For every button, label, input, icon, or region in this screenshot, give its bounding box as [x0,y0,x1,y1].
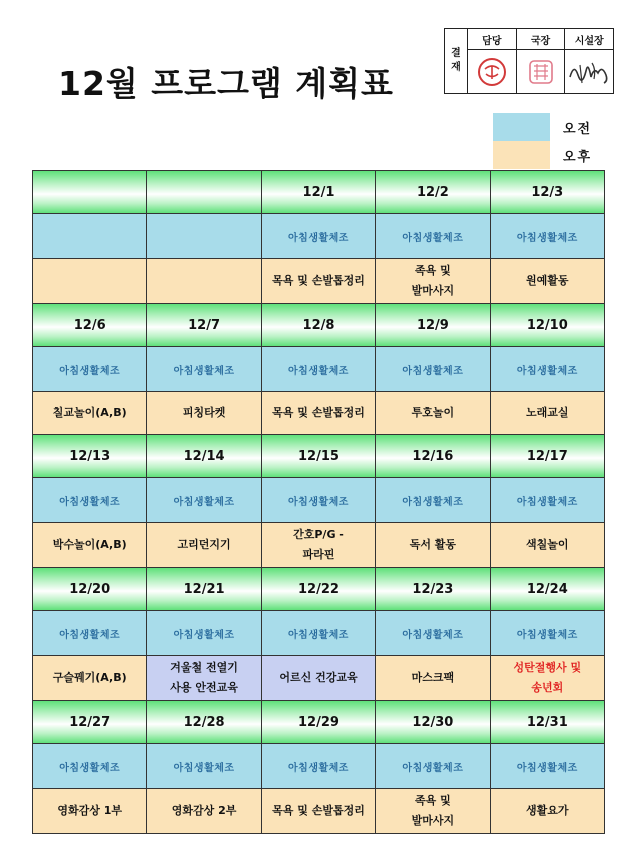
date-cell: 12/22 [262,568,376,611]
date-cell: 12/28 [147,701,261,744]
am-program-cell: 아침생활체조 [147,478,261,523]
pm-program-cell: 색칠놀이 [491,523,605,568]
date-cell: 12/29 [262,701,376,744]
approval-stamp-staff [468,50,516,93]
legend [493,113,592,169]
pm-program-cell: 목욕 및 손발톱정리 [262,392,376,435]
date-cell: 12/20 [33,568,147,611]
am-program-cell: 아침생활체조 [376,214,490,259]
pm-program-cell: 피칭타켓 [147,392,261,435]
pm-program-cell: 족욕 및 발마사지 [376,789,490,834]
date-cell: 12/13 [33,435,147,478]
pm-program-cell: 간호P/G - 파라핀 [262,523,376,568]
am-program-cell: 아침생활체조 [376,478,490,523]
pm-program-cell [147,259,261,304]
date-cell: 12/1 [262,171,376,214]
pm-program-cell: 원예활동 [491,259,605,304]
date-cell: 12/14 [147,435,261,478]
date-cell: 12/2 [376,171,490,214]
legend-pm [493,141,592,169]
schedule-table [32,170,605,834]
date-cell: 12/15 [262,435,376,478]
pm-program-cell: 영화감상 1부 [33,789,147,834]
approval-column-director [517,29,566,93]
date-cell: 12/8 [262,304,376,347]
pm-program-cell: 마스크팩 [376,656,490,701]
am-program-cell: 아침생활체조 [33,611,147,656]
legend-am-label: 오전 [563,121,593,137]
legend-pm-label: 오후 [563,149,593,165]
approval-signature-head [565,50,613,93]
date-cell: 12/31 [491,701,605,744]
date-cell: 12/21 [147,568,261,611]
approval-header-head: 시설장 [565,29,613,50]
pm-program-cell: 독서 활동 [376,523,490,568]
date-cell: 12/23 [376,568,490,611]
handwritten-signature-icon [566,55,612,89]
pm-program-cell: 어르신 건강교육 [262,656,376,701]
stamp-seal-icon [524,55,558,89]
date-cell [147,171,261,214]
date-cell: 12/7 [147,304,261,347]
am-program-cell: 아침생활체조 [262,347,376,392]
pm-program-cell: 투호놀이 [376,392,490,435]
am-program-cell: 아침생활체조 [147,347,261,392]
page-title: 12월 프로그램 계획표 [58,64,394,103]
am-program-cell: 아침생활체조 [491,214,605,259]
pm-program-cell: 족욕 및 발마사지 [376,259,490,304]
pm-program-cell: 박수놀이(A,B) [33,523,147,568]
pm-program-cell: 목욕 및 손발톱정리 [262,789,376,834]
date-cell: 12/24 [491,568,605,611]
date-cell: 12/17 [491,435,605,478]
approval-header-director: 국장 [517,29,565,50]
am-program-cell: 아침생활체조 [376,744,490,789]
date-cell [33,171,147,214]
approval-box [444,28,614,94]
pm-program-cell: 노래교실 [491,392,605,435]
am-program-cell: 아침생활체조 [376,347,490,392]
am-program-cell: 아침생활체조 [33,744,147,789]
pm-program-cell: 칠교놀이(A,B) [33,392,147,435]
date-cell: 12/3 [491,171,605,214]
am-program-cell [33,214,147,259]
pm-program-cell: 성탄절행사 및 송년회 [491,656,605,701]
pm-program-cell: 고리던지기 [147,523,261,568]
am-program-cell [147,214,261,259]
pm-program-cell: 목욕 및 손발톱정리 [262,259,376,304]
pm-program-cell: 생활요가 [491,789,605,834]
am-program-cell: 아침생활체조 [33,347,147,392]
am-program-cell: 아침생활체조 [33,478,147,523]
approval-column-head [565,29,613,93]
am-program-cell: 아침생활체조 [262,611,376,656]
pm-program-cell [33,259,147,304]
legend-am [493,113,592,141]
am-program-cell: 아침생활체조 [262,214,376,259]
approval-side-label: 결 재 [445,29,468,93]
pm-program-cell: 구슬꿰기(A,B) [33,656,147,701]
legend-pm-swatch [493,141,550,169]
date-cell: 12/10 [491,304,605,347]
am-program-cell: 아침생활체조 [491,347,605,392]
approval-header-staff: 담당 [468,29,516,50]
pm-program-cell: 겨울철 전열기 사용 안전교육 [147,656,261,701]
am-program-cell: 아침생활체조 [491,478,605,523]
am-program-cell: 아침생활체조 [491,611,605,656]
am-program-cell: 아침생활체조 [147,611,261,656]
date-cell: 12/27 [33,701,147,744]
date-cell: 12/16 [376,435,490,478]
approval-stamp-director [517,50,565,93]
date-cell: 12/9 [376,304,490,347]
am-program-cell: 아침생활체조 [262,478,376,523]
am-program-cell: 아침생활체조 [147,744,261,789]
legend-am-swatch [493,113,550,141]
am-program-cell: 아침생활체조 [491,744,605,789]
am-program-cell: 아침생활체조 [376,611,490,656]
date-cell: 12/6 [33,304,147,347]
stamp-seal-icon [475,55,509,89]
pm-program-cell: 영화감상 2부 [147,789,261,834]
date-cell: 12/30 [376,701,490,744]
approval-column-staff [468,29,517,93]
am-program-cell: 아침생활체조 [262,744,376,789]
